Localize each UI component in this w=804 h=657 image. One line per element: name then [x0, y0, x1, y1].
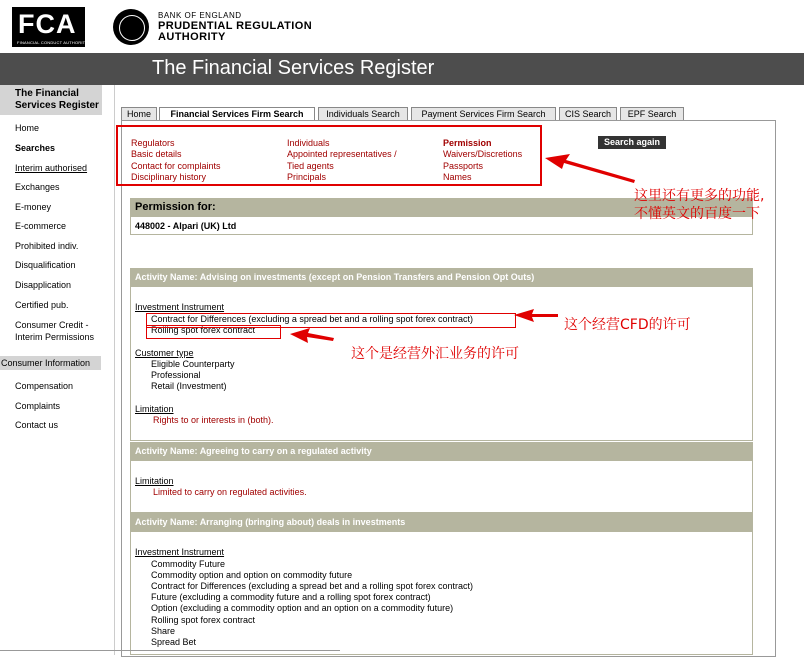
instrument-item: Share: [151, 626, 176, 636]
annotation-forex: 这个是经营外汇业务的许可: [351, 346, 519, 362]
activity-heading-advising: Activity Name: Advising on investments (except on Pension Transfers and Pension Opt Outs): [130, 268, 753, 287]
customer-type-label: Customer type: [135, 348, 194, 358]
link-individuals[interactable]: Individuals: [287, 138, 330, 148]
instrument-label: Investment Instrument: [135, 302, 225, 312]
instrument-item: Option (excluding a commodity option and an option on a commodity future): [151, 603, 454, 613]
link-appointed-representatives[interactable]: Appointed representatives /: [287, 149, 397, 159]
annotation-highlight-links: [116, 125, 542, 186]
customer-type-item: Retail (Investment): [151, 381, 227, 391]
bank-of-england-seal-icon: [113, 9, 149, 45]
annotation-more-functions-line1: 这里还有更多的功能,: [634, 188, 765, 204]
pra-line-1: BANK OF ENGLAND: [158, 11, 242, 20]
sidebar-item-exchanges[interactable]: Exchanges: [15, 182, 60, 192]
fca-logo-subtext: FINANCIAL CONDUCT AUTHORITY: [17, 40, 89, 45]
firm-name: 448002 - Alpari (UK) Ltd: [135, 221, 237, 231]
sidebar-item-disqualification[interactable]: Disqualification: [15, 260, 76, 270]
instrument-item: Contract for Differences (excluding a spread bet and a rolling spot forex contract): [151, 581, 474, 591]
instrument-item: Rolling spot forex contract: [151, 615, 256, 625]
sidebar-heading[interactable]: The Financial Services Register: [0, 85, 102, 115]
link-regulators[interactable]: Regulators: [131, 138, 175, 148]
customer-type-item: Professional: [151, 370, 201, 380]
link-contact-for-complaints[interactable]: Contact for complaints: [131, 161, 221, 171]
limitation-text: Limited to carry on regulated activities.: [153, 487, 307, 497]
pra-line-2: PRUDENTIAL REGULATION: [158, 20, 313, 32]
instrument-item: Future (excluding a commodity future and a rolling spot forex contract): [151, 592, 431, 602]
link-tied-agents[interactable]: Tied agents: [287, 161, 334, 171]
annotation-arrow-cfd: [512, 306, 562, 326]
fca-logo-text: FCA: [18, 9, 77, 39]
search-again-button[interactable]: Search again: [598, 136, 666, 149]
horizontal-scrollbar[interactable]: [0, 650, 340, 654]
link-permission[interactable]: Permission: [443, 138, 492, 148]
sidebar-item-home[interactable]: Home: [15, 123, 40, 133]
tab-cis-search[interactable]: CIS Search: [559, 107, 617, 121]
instrument-item: Contract for Differences (excluding a spread bet and a rolling spot forex contract): [151, 314, 474, 324]
link-passports[interactable]: Passports: [443, 161, 484, 171]
pra-line-3: AUTHORITY: [158, 31, 226, 43]
tab-payment-services-search[interactable]: Payment Services Firm Search: [411, 107, 556, 121]
activity-box-agreeing: [130, 461, 753, 513]
activity-heading-agreeing: Activity Name: Agreeing to carry on a regulated activity: [130, 442, 753, 461]
title-banner: [0, 53, 804, 85]
tab-home[interactable]: Home: [121, 107, 157, 121]
permission-heading: Permission for:: [130, 198, 753, 217]
tab-epf-search[interactable]: EPF Search: [620, 107, 684, 121]
sidebar-item-compensation[interactable]: Compensation: [15, 381, 74, 391]
limitation-label: Limitation: [135, 404, 174, 414]
activity-box-advising: [130, 287, 753, 441]
sidebar-item-searches[interactable]: Searches: [15, 143, 56, 153]
fca-logo[interactable]: [12, 7, 89, 47]
sidebar-item-e-money[interactable]: E-money: [15, 202, 52, 212]
limitation-text: Rights to or interests in (both).: [153, 415, 274, 425]
annotation-highlight-forex: [146, 325, 281, 339]
tab-individuals-search[interactable]: Individuals Search: [318, 107, 408, 121]
annotation-arrow-forex: [288, 326, 338, 348]
link-names[interactable]: Names: [443, 172, 472, 182]
sidebar-item-disapplication[interactable]: Disapplication: [15, 280, 72, 290]
instrument-item: Rolling spot forex contract: [151, 325, 256, 335]
link-waivers-discretions[interactable]: Waivers/Discretions: [443, 149, 523, 159]
link-basic-details[interactable]: Basic details: [131, 149, 182, 159]
pra-logo[interactable]: [158, 10, 312, 43]
instrument-item: Spread Bet: [151, 637, 197, 647]
activity-box-arranging: [130, 532, 753, 655]
sidebar-item-certified-pub[interactable]: Certified pub.: [15, 300, 69, 310]
instrument-label: Investment Instrument: [135, 547, 225, 557]
annotation-cfd: 这个经营CFD的许可: [564, 317, 691, 333]
annotation-arrow-links: [540, 150, 640, 190]
sidebar-item-contact-us[interactable]: Contact us: [15, 420, 59, 430]
instrument-item: Commodity Future: [151, 559, 226, 569]
sidebar-section-consumer-information: Consumer Information: [0, 356, 101, 370]
limitation-label: Limitation: [135, 476, 174, 486]
top-header: [0, 0, 804, 53]
link-disciplinary-history[interactable]: Disciplinary history: [131, 172, 207, 182]
annotation-more-functions-line2: 不懂英文的百度一下: [634, 206, 760, 222]
sidebar-item-complaints[interactable]: Complaints: [15, 401, 61, 411]
tab-firm-search[interactable]: Financial Services Firm Search: [159, 107, 315, 122]
activity-heading-arranging: Activity Name: Arranging (bringing about) deals in investments: [130, 513, 753, 532]
sidebar-item-e-commerce[interactable]: E-commerce: [15, 221, 67, 231]
page-title: The Financial Services Register: [152, 57, 435, 79]
instrument-item: Commodity option and option on commodity future: [151, 570, 353, 580]
customer-type-item: Eligible Counterparty: [151, 359, 235, 369]
sidebar: [0, 85, 114, 655]
sidebar-item-consumer-credit[interactable]: Consumer Credit - Interim Permissions: [15, 320, 95, 342]
sidebar-item-interim-authorised[interactable]: Interim authorised: [15, 163, 88, 173]
sidebar-item-prohibited[interactable]: Prohibited indiv.: [15, 241, 79, 251]
link-principals[interactable]: Principals: [287, 172, 327, 182]
sidebar-divider: [114, 85, 115, 655]
